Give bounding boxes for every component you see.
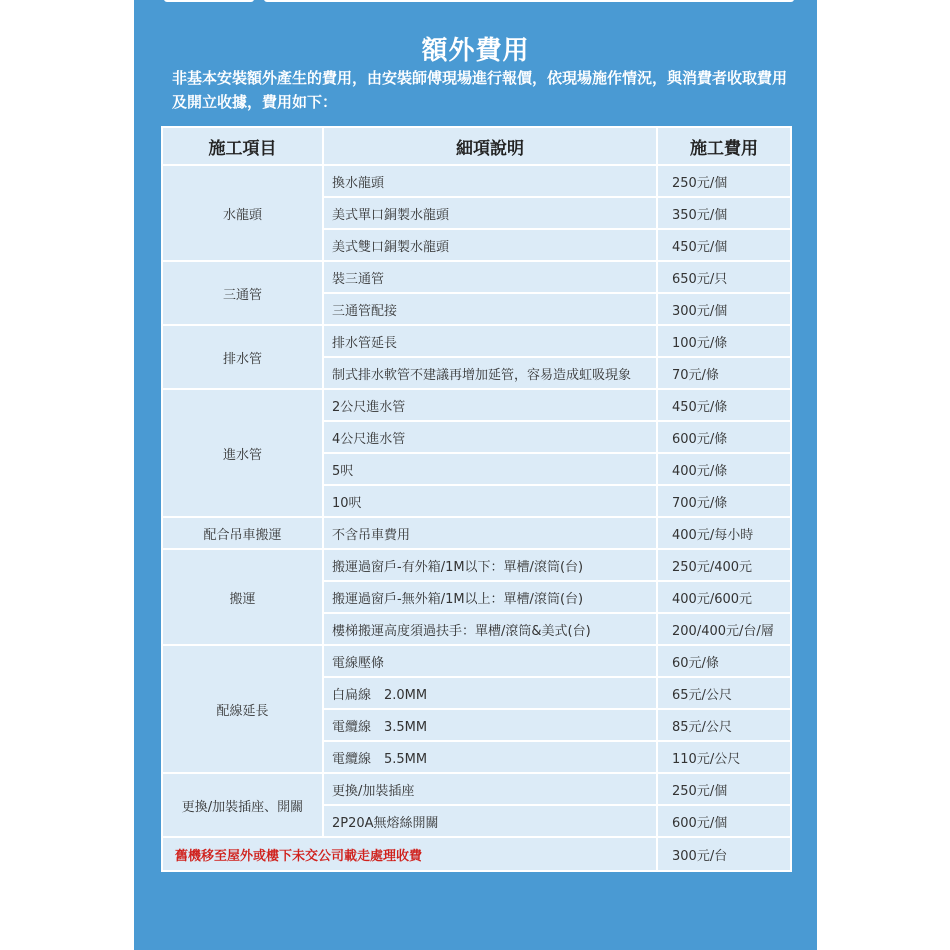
- detail-cell: 搬運過窗戶-有外箱/1M以下：單槽/滾筒(台): [323, 549, 657, 581]
- price-cell: 600元/條: [657, 421, 791, 453]
- price-cell: 400元/600元: [657, 581, 791, 613]
- table-row: [162, 325, 791, 357]
- detail-cell: 電纜線 5.5MM: [323, 741, 657, 773]
- footer-price: 300元/台: [657, 837, 791, 871]
- detail-cell: 5呎: [323, 453, 657, 485]
- footer-note: 舊機移至屋外或樓下未交公司載走處理收費: [162, 837, 657, 871]
- footer-row: [162, 837, 791, 871]
- detail-cell: 電線壓條: [323, 645, 657, 677]
- price-cell: 200/400元/台/層: [657, 613, 791, 645]
- header-detail: 細項說明: [323, 127, 657, 165]
- table-row: [162, 773, 791, 805]
- price-cell: 600元/個: [657, 805, 791, 837]
- price-cell: 350元/個: [657, 197, 791, 229]
- category-cell: 配線延長: [162, 645, 323, 773]
- detail-cell: 美式雙口銅製水龍頭: [323, 229, 657, 261]
- detail-cell: 搬運過窗戶-無外箱/1M以上：單槽/滾筒(台): [323, 581, 657, 613]
- detail-cell: 不含吊車費用: [323, 517, 657, 549]
- price-cell: 250元/個: [657, 773, 791, 805]
- price-cell: 70元/條: [657, 357, 791, 389]
- category-cell: 排水管: [162, 325, 323, 389]
- table-row: [162, 645, 791, 677]
- page-title: 額外費用: [421, 36, 530, 66]
- category-cell: 水龍頭: [162, 165, 323, 261]
- header-category: 施工項目: [162, 127, 323, 165]
- category-cell: 配合吊車搬運: [162, 517, 323, 549]
- table-row: [162, 517, 791, 549]
- price-cell: 65元/公尺: [657, 677, 791, 709]
- detail-cell: 4公尺進水管: [323, 421, 657, 453]
- detail-cell: 制式排水軟管不建議再增加延管，容易造成虹吸現象: [323, 357, 657, 389]
- price-cell: 400元/條: [657, 453, 791, 485]
- detail-cell: 樓梯搬運高度須過扶手：單槽/滾筒&美式(台): [323, 613, 657, 645]
- price-cell: 60元/條: [657, 645, 791, 677]
- detail-cell: 換水龍頭: [323, 165, 657, 197]
- intro-text: 非基本安裝額外產生的費用，由安裝師傅現場進行報價，依現場施作情況，與消費者收取費用及開立收據，費用如下：: [172, 69, 788, 111]
- price-cell: 650元/只: [657, 261, 791, 293]
- category-cell: 更換/加裝插座、開關: [162, 773, 323, 837]
- table-row: [162, 549, 791, 581]
- table-row: [162, 389, 791, 421]
- category-cell: 三通管: [162, 261, 323, 325]
- table-header-row: [162, 127, 791, 165]
- detail-cell: 排水管延長: [323, 325, 657, 357]
- price-cell: 100元/條: [657, 325, 791, 357]
- category-cell: 進水管: [162, 389, 323, 517]
- price-cell: 450元/條: [657, 389, 791, 421]
- top-tab-right: [264, 0, 794, 2]
- price-cell: 400元/每小時: [657, 517, 791, 549]
- category-cell: 搬運: [162, 549, 323, 645]
- price-cell: 250元/400元: [657, 549, 791, 581]
- detail-cell: 電纜線 3.5MM: [323, 709, 657, 741]
- header-price: 施工費用: [657, 127, 791, 165]
- detail-cell: 2P20A無熔絲開關: [323, 805, 657, 837]
- price-cell: 250元/個: [657, 165, 791, 197]
- content-panel: [134, 0, 817, 950]
- detail-cell: 美式單口銅製水龍頭: [323, 197, 657, 229]
- detail-cell: 更換/加裝插座: [323, 773, 657, 805]
- detail-cell: 10呎: [323, 485, 657, 517]
- table-row: [162, 165, 791, 197]
- detail-cell: 裝三通管: [323, 261, 657, 293]
- price-cell: 450元/個: [657, 229, 791, 261]
- top-tab-left: [164, 0, 254, 2]
- price-cell: 85元/公尺: [657, 709, 791, 741]
- detail-cell: 三通管配接: [323, 293, 657, 325]
- price-cell: 110元/公尺: [657, 741, 791, 773]
- fee-table: [161, 126, 792, 872]
- price-cell: 300元/個: [657, 293, 791, 325]
- table-body: [162, 165, 791, 871]
- table-row: [162, 261, 791, 293]
- price-cell: 700元/條: [657, 485, 791, 517]
- detail-cell: 白扁線 2.0MM: [323, 677, 657, 709]
- detail-cell: 2公尺進水管: [323, 389, 657, 421]
